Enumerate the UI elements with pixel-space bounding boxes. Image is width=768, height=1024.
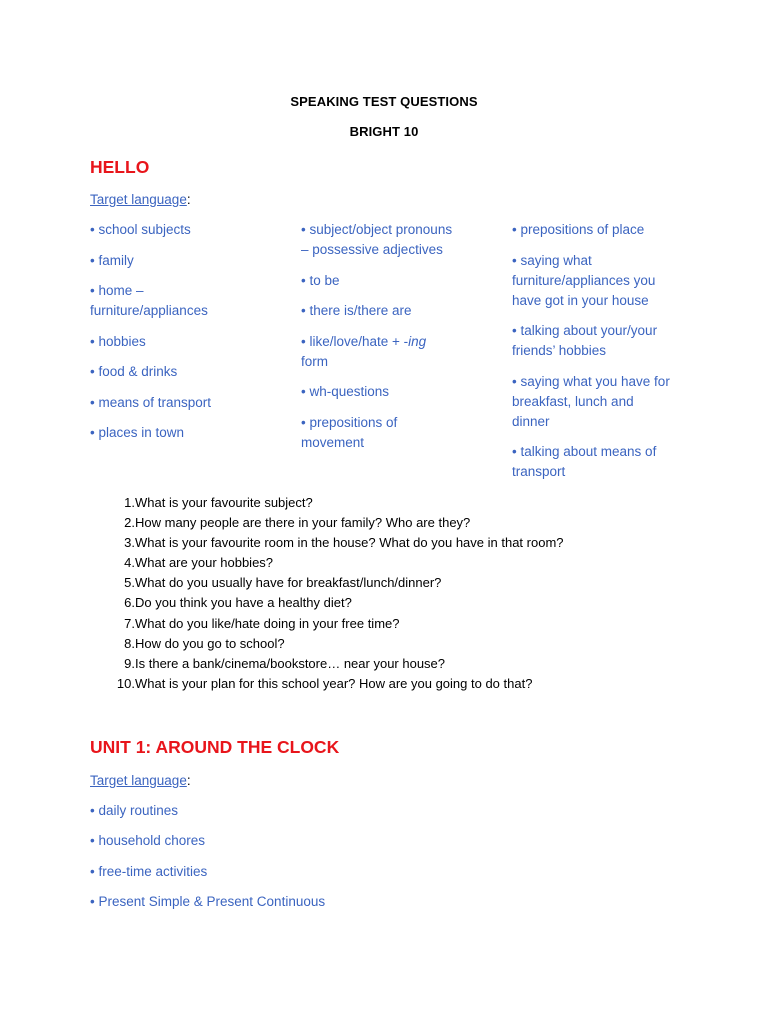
question-list [110, 493, 564, 694]
list-item: • hobbies [90, 333, 146, 349]
list-item: • prepositions of place [512, 222, 645, 237]
question-text: What is your plan for this school year? How are you going to do that? [135, 675, 533, 691]
list-item [512, 321, 692, 361]
question-number: 10. [116, 675, 135, 691]
document-title: SPEAKING TEST QUESTIONS [290, 94, 478, 109]
question-text: How do you go to school? [135, 635, 285, 651]
question-item [110, 513, 564, 533]
list-item-line: friends’ hobbies [512, 343, 607, 358]
section-heading-unit-1: UNIT 1: AROUND THE CLOCK [90, 737, 340, 757]
question-number: 3. [124, 535, 135, 551]
question-number: 6. [124, 595, 135, 611]
list-item-line: have got in your house [512, 292, 649, 308]
list-item-line: • subject/object pronouns [301, 222, 453, 237]
question-item [110, 533, 564, 553]
list-item: • free-time activities [90, 863, 208, 879]
question-number: 1. [124, 495, 135, 510]
target-language-text: Target language [90, 773, 187, 788]
list-item-line: – possessive adjectives [301, 242, 443, 257]
list-item-line: • saying what you have for [512, 373, 670, 389]
question-item [110, 634, 564, 654]
list-item: • household chores [90, 833, 206, 849]
question-text: Is there a bank/cinema/bookstore… near your house? [135, 655, 446, 671]
target-language-text: Target language [90, 192, 187, 207]
question-text: What are your hobbies? [135, 555, 274, 571]
document-subtitle: BRIGHT 10 [349, 124, 419, 139]
question-item [110, 674, 564, 694]
list-item: • school subjects [90, 222, 191, 237]
list-item-line: furniture/appliances you [512, 272, 656, 288]
list-item: • wh-questions [301, 384, 390, 399]
question-item [110, 573, 564, 593]
question-text: How many people are there in your family? Who are they? [135, 515, 471, 531]
target-language-colon: : [186, 192, 191, 207]
list-item-line: • talking about your/your [512, 323, 658, 338]
list-item-line: • talking about means of [512, 444, 657, 459]
list-item-line: breakfast, lunch and [512, 393, 634, 409]
list-item [301, 413, 491, 453]
hello-column-1 [90, 220, 290, 454]
hello-column-3 [512, 220, 692, 493]
list-item-line: transport [512, 464, 566, 479]
question-item [110, 654, 564, 674]
question-item [110, 593, 564, 613]
question-text: What is your favourite subject? [135, 495, 313, 510]
section-heading-hello: HELLO [90, 157, 150, 177]
list-item-line: • saying what [512, 252, 592, 268]
list-item-line: dinner [512, 413, 550, 429]
list-item: • places in town [90, 425, 185, 440]
target-language-label [90, 192, 191, 207]
question-number: 9. [124, 655, 135, 671]
list-item: • family [90, 252, 134, 268]
list-item [512, 251, 692, 311]
list-item: • means of transport [90, 394, 212, 410]
list-item-text: • like/love/hate + - [301, 333, 409, 349]
list-item: • to be [301, 272, 340, 288]
list-item: • food & drinks [90, 364, 178, 379]
unit-1-target-list [90, 801, 325, 922]
list-item-line: form [301, 353, 328, 369]
hello-column-2 [301, 220, 491, 463]
list-item-line: furniture/appliances [90, 303, 208, 318]
question-text: What do you usually have for breakfast/lunch/dinner? [135, 575, 442, 591]
question-item [110, 553, 564, 573]
list-item-line [301, 332, 491, 352]
list-item-emphasis: ing [408, 333, 427, 349]
question-text: Do you think you have a healthy diet? [135, 595, 352, 611]
list-item [512, 442, 692, 482]
question-item [110, 493, 564, 513]
list-item: • Present Simple & Present Continuous [90, 893, 326, 909]
target-language-colon: : [186, 773, 191, 788]
question-number: 5. [124, 575, 135, 591]
list-item: • daily routines [90, 803, 179, 818]
question-text: What is your favourite room in the house? What do you have in that room? [135, 535, 564, 551]
question-number: 7. [124, 615, 135, 631]
list-item [90, 281, 290, 321]
unit-1-target-language-label [90, 773, 191, 788]
list-item-line: • prepositions of [301, 414, 398, 430]
question-number: 8. [124, 635, 135, 651]
list-item-line: • home – [90, 283, 144, 298]
question-number: 4. [124, 555, 135, 571]
list-item [512, 372, 692, 432]
question-number: 2. [124, 515, 135, 531]
list-item-line: movement [301, 434, 365, 450]
question-item [110, 614, 564, 634]
list-item [301, 220, 491, 260]
list-item [301, 332, 491, 372]
question-text: What do you like/hate doing in your free time? [135, 615, 400, 631]
list-item: • there is/there are [301, 303, 412, 318]
